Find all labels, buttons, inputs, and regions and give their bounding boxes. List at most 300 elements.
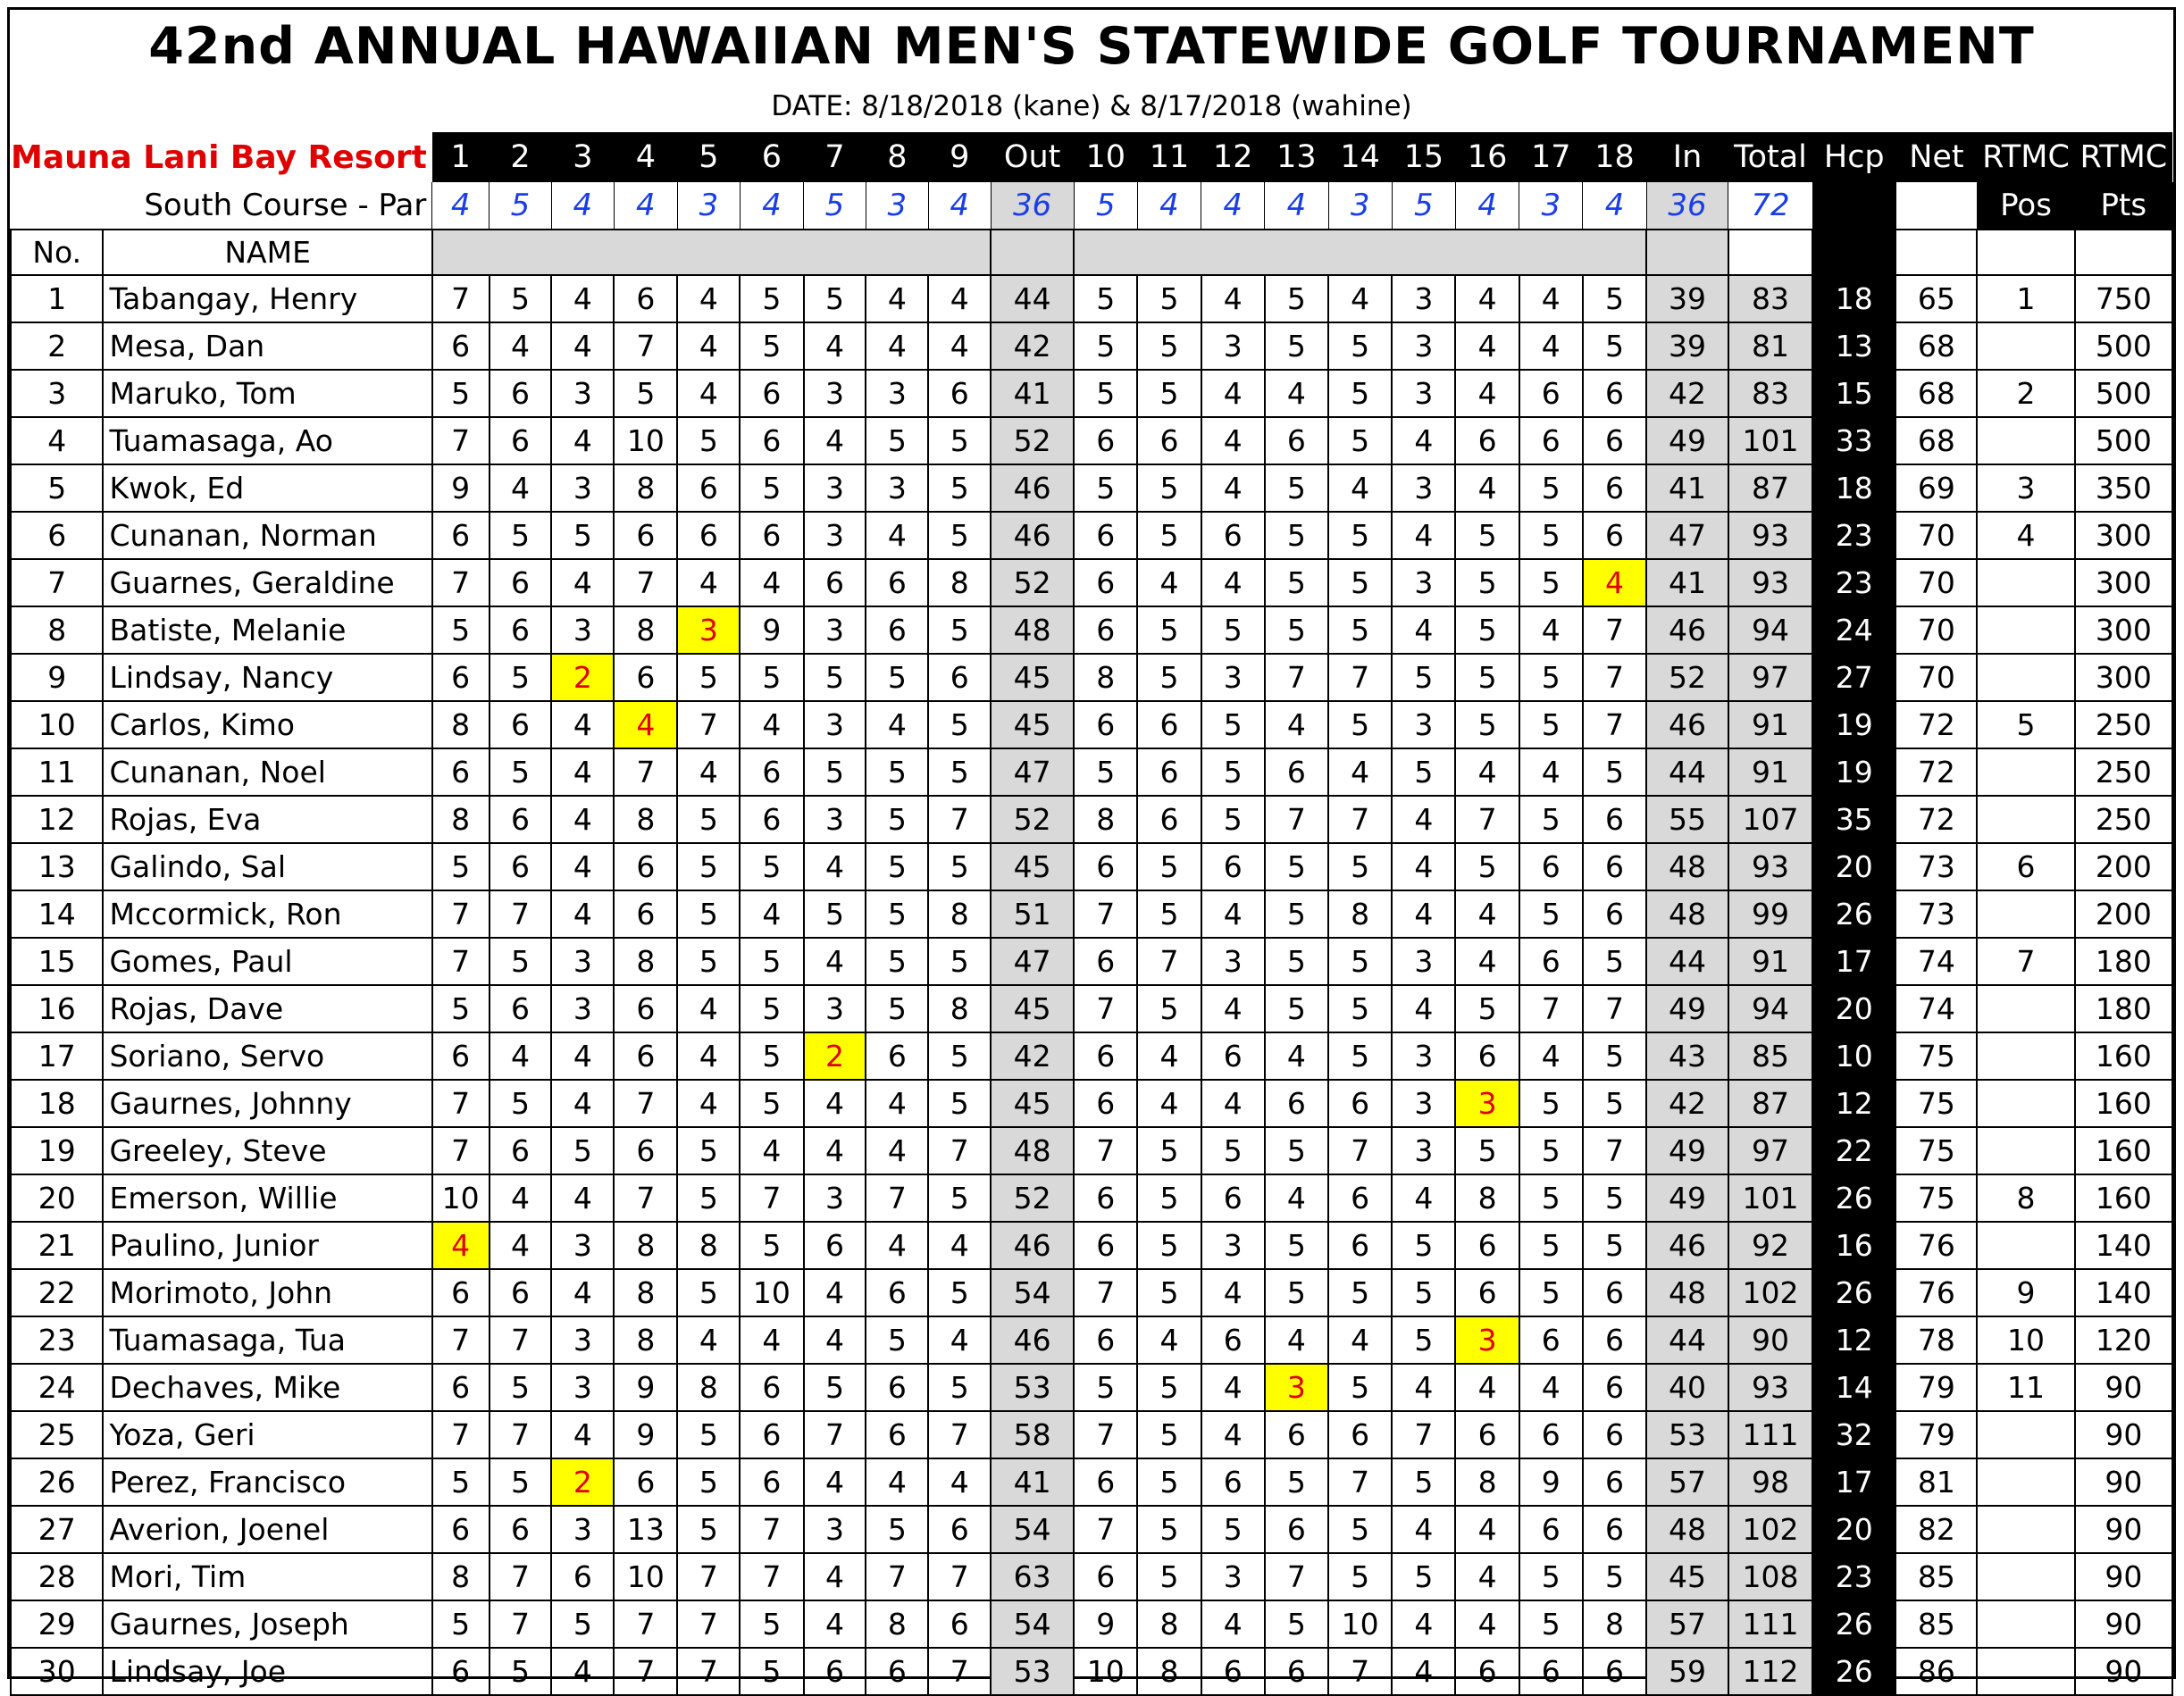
hole-score: 5 <box>677 890 740 938</box>
player-name: Gaurnes, Johnny <box>103 1080 431 1127</box>
hole-score: 5 <box>432 370 490 417</box>
rtmc-points: 140 <box>2075 1222 2172 1269</box>
net-score: 76 <box>1895 1222 1977 1269</box>
hole-score: 4 <box>1392 890 1455 938</box>
date-line: DATE: 8/18/2018 (kane) & 8/17/2018 (wahine) <box>771 90 1412 122</box>
par-value: 4 <box>1583 182 1646 230</box>
out-score: 42 <box>991 1032 1074 1080</box>
hole-score: 4 <box>1392 606 1455 654</box>
hole-score: 5 <box>677 1458 740 1506</box>
hole-score: 5 <box>866 654 928 701</box>
hole-score: 4 <box>866 701 928 748</box>
hole-score: 6 <box>1583 417 1646 464</box>
hole-score: 6 <box>1074 606 1137 654</box>
par-value: 4 <box>1201 182 1265 230</box>
hole-score: 6 <box>866 1648 928 1695</box>
hole-score: 6 <box>490 796 552 843</box>
out-score: 46 <box>991 512 1074 559</box>
hole-score: 5 <box>866 1506 928 1553</box>
hole-score: 4 <box>1201 1364 1265 1411</box>
handicap: 18 <box>1812 464 1895 512</box>
player-name: Kwok, Ed <box>103 464 431 512</box>
rtmc-pts-header-top: RTMC <box>2075 132 2172 182</box>
hole-score: 13 <box>614 1506 677 1553</box>
hole-score: 4 <box>804 1458 866 1506</box>
total-score: 87 <box>1728 1080 1812 1127</box>
hole-score: 5 <box>928 1080 991 1127</box>
table-row <box>11 370 2172 417</box>
table-row <box>11 1600 2172 1648</box>
hole-score: 4 <box>804 322 866 370</box>
total-score: 85 <box>1728 1032 1812 1080</box>
hole-score: 3 <box>551 985 614 1032</box>
rtmc-position: 1 <box>1977 275 2074 322</box>
hole-score: 5 <box>928 701 991 748</box>
total-score: 108 <box>1728 1553 1812 1600</box>
out-score: 63 <box>991 1553 1074 1600</box>
hcp-header-fill <box>1812 182 1895 230</box>
net-score: 72 <box>1895 796 1977 843</box>
hole-score: 5 <box>1328 985 1392 1032</box>
hole-score: 6 <box>1328 1222 1392 1269</box>
hole-score: 6 <box>1201 1316 1265 1364</box>
player-name: Gomes, Paul <box>103 938 431 985</box>
hole-score: 4 <box>866 1458 928 1506</box>
player-number: 18 <box>11 1080 103 1127</box>
player-number: 6 <box>11 512 103 559</box>
hole-score: 5 <box>1137 1364 1201 1411</box>
player-number: 22 <box>11 1269 103 1316</box>
rtmc-position <box>1977 654 2074 701</box>
hole-score: 4 <box>551 1411 614 1458</box>
hole-score: 6 <box>614 843 677 890</box>
hole-score: 6 <box>740 796 803 843</box>
net-score: 74 <box>1895 938 1977 985</box>
rtmc-position <box>1977 890 2074 938</box>
hole-number-row <box>11 132 2172 182</box>
player-number: 30 <box>11 1648 103 1695</box>
hole-score: 7 <box>432 890 490 938</box>
hole-score: 3 <box>804 985 866 1032</box>
hole-header: 13 <box>1265 132 1328 182</box>
player-name: Averion, Joenel <box>103 1506 431 1553</box>
table-row <box>11 464 2172 512</box>
hole-score: 8 <box>432 1553 490 1600</box>
hole-score: 3 <box>551 1506 614 1553</box>
hole-score: 5 <box>1328 512 1392 559</box>
hole-score: 7 <box>1328 796 1392 843</box>
net-score: 69 <box>1895 464 1977 512</box>
rtmc-position: 5 <box>1977 701 2074 748</box>
hole-score: 6 <box>1265 1411 1328 1458</box>
hole-score: 5 <box>1328 1269 1392 1316</box>
out-score: 54 <box>991 1600 1074 1648</box>
par-value: 4 <box>432 182 490 230</box>
hole-score: 5 <box>928 1269 991 1316</box>
hole-score: 6 <box>1455 1222 1519 1269</box>
player-name: Emerson, Willie <box>103 1174 431 1222</box>
hole-score: 5 <box>1201 606 1265 654</box>
hole-score: 4 <box>551 275 614 322</box>
hole-score: 5 <box>490 654 552 701</box>
hole-score: 9 <box>614 1364 677 1411</box>
hole-score: 7 <box>866 1553 928 1600</box>
par-value: 4 <box>614 182 677 230</box>
rtmc-position <box>1977 1506 2074 1553</box>
hole-score: 6 <box>1137 796 1201 843</box>
hole-score: 5 <box>1583 1032 1646 1080</box>
hole-score: 4 <box>740 559 803 606</box>
handicap: 32 <box>1812 1411 1895 1458</box>
hole-score: 2 <box>551 1458 614 1506</box>
hole-score: 7 <box>432 1127 490 1174</box>
hole-score: 5 <box>1265 464 1328 512</box>
hole-header: 6 <box>740 132 803 182</box>
hole-score: 5 <box>432 1600 490 1648</box>
out-score: 47 <box>991 938 1074 985</box>
par-value: 4 <box>551 182 614 230</box>
hole-score: 4 <box>1265 701 1328 748</box>
table-row <box>11 938 2172 985</box>
hole-score: 7 <box>1074 1411 1137 1458</box>
in-score: 44 <box>1646 748 1728 796</box>
player-number: 8 <box>11 606 103 654</box>
hole-score: 5 <box>614 370 677 417</box>
hole-score: 5 <box>1074 370 1137 417</box>
total-score: 93 <box>1728 1364 1812 1411</box>
hole-score: 6 <box>1201 512 1265 559</box>
rtmc-points: 90 <box>2075 1648 2172 1695</box>
hole-score: 4 <box>804 1269 866 1316</box>
hole-score: 4 <box>1455 322 1519 370</box>
hole-score: 6 <box>928 1600 991 1648</box>
hole-score: 3 <box>551 1364 614 1411</box>
hole-score: 5 <box>1137 512 1201 559</box>
hole-score: 6 <box>1455 1411 1519 1458</box>
player-number: 28 <box>11 1553 103 1600</box>
hole-score: 6 <box>677 512 740 559</box>
net-score: 75 <box>1895 1032 1977 1080</box>
hole-score: 5 <box>432 843 490 890</box>
player-number: 5 <box>11 464 103 512</box>
out-score: 46 <box>991 1316 1074 1364</box>
hole-score: 4 <box>551 796 614 843</box>
table-row <box>11 417 2172 464</box>
hole-score: 5 <box>1137 606 1201 654</box>
in-score: 52 <box>1646 654 1728 701</box>
rtmc-position: 3 <box>1977 464 2074 512</box>
hole-score: 5 <box>677 938 740 985</box>
hole-score: 6 <box>1455 1032 1519 1080</box>
hole-score: 4 <box>1455 464 1519 512</box>
hole-score: 7 <box>1328 1458 1392 1506</box>
hole-score: 4 <box>614 701 677 748</box>
player-name: Paulino, Junior <box>103 1222 431 1269</box>
pts-blank <box>2075 230 2172 275</box>
hole-score: 5 <box>1328 322 1392 370</box>
rtmc-position <box>1977 985 2074 1032</box>
in-score: 47 <box>1646 512 1728 559</box>
hole-score: 6 <box>740 512 803 559</box>
total-score: 101 <box>1728 417 1812 464</box>
hole-score: 6 <box>928 1506 991 1553</box>
hole-score: 5 <box>1328 370 1392 417</box>
hole-score: 4 <box>1583 559 1646 606</box>
hole-score: 5 <box>1328 417 1392 464</box>
player-name: Galindo, Sal <box>103 843 431 890</box>
rtmc-points: 500 <box>2075 322 2172 370</box>
hole-score: 5 <box>1455 701 1519 748</box>
hole-score: 8 <box>614 606 677 654</box>
rtmc-position: 7 <box>1977 938 2074 985</box>
hole-score: 8 <box>1455 1458 1519 1506</box>
net-score: 78 <box>1895 1316 1977 1364</box>
hole-score: 4 <box>1328 748 1392 796</box>
hole-score: 8 <box>614 1222 677 1269</box>
hole-score: 7 <box>1583 1127 1646 1174</box>
handicap: 15 <box>1812 370 1895 417</box>
hole-score: 5 <box>740 322 803 370</box>
total-score: 102 <box>1728 1506 1812 1553</box>
hole-header: 7 <box>804 132 866 182</box>
hole-score: 4 <box>1455 748 1519 796</box>
hole-score: 6 <box>1328 1080 1392 1127</box>
player-name: Tabangay, Henry <box>103 275 431 322</box>
rtmc-position <box>1977 796 2074 843</box>
hole-score: 5 <box>928 464 991 512</box>
hole-score: 4 <box>1265 1174 1328 1222</box>
total-score: 111 <box>1728 1600 1812 1648</box>
hole-score: 5 <box>490 275 552 322</box>
hole-score: 6 <box>432 654 490 701</box>
hole-score: 4 <box>1392 1506 1455 1553</box>
handicap: 26 <box>1812 1269 1895 1316</box>
hole-score: 5 <box>551 512 614 559</box>
hole-score: 3 <box>804 606 866 654</box>
hole-score: 3 <box>1392 1127 1455 1174</box>
hole-score: 7 <box>928 1127 991 1174</box>
hole-score: 4 <box>740 1127 803 1174</box>
hole-score: 4 <box>677 559 740 606</box>
hole-header: 11 <box>1137 132 1201 182</box>
rtmc-points: 300 <box>2075 654 2172 701</box>
hole-score: 7 <box>740 1553 803 1600</box>
hole-score: 5 <box>928 843 991 890</box>
hole-score: 5 <box>1392 654 1455 701</box>
total-score: 83 <box>1728 275 1812 322</box>
hole-score: 5 <box>1137 890 1201 938</box>
net-score: 70 <box>1895 559 1977 606</box>
hole-header: 3 <box>551 132 614 182</box>
rtmc-points: 300 <box>2075 606 2172 654</box>
rtmc-position <box>1977 1411 2074 1458</box>
rtmc-position <box>1977 1080 2074 1127</box>
hole-score: 4 <box>1137 559 1201 606</box>
player-number: 2 <box>11 322 103 370</box>
rtmc-points: 90 <box>2075 1600 2172 1648</box>
player-name: Rojas, Eva <box>103 796 431 843</box>
name-header: NAME <box>103 230 431 275</box>
total-score: 83 <box>1728 370 1812 417</box>
hole-score: 6 <box>1583 1458 1646 1506</box>
out-score: 44 <box>991 275 1074 322</box>
out-score: 45 <box>991 701 1074 748</box>
rtmc-points: 120 <box>2075 1316 2172 1364</box>
hole-score: 5 <box>677 843 740 890</box>
hole-score: 5 <box>1519 1080 1583 1127</box>
hole-score: 5 <box>677 1506 740 1553</box>
hole-score: 6 <box>432 1648 490 1695</box>
total-score: 101 <box>1728 1174 1812 1222</box>
hole-score: 8 <box>614 1269 677 1316</box>
hole-score: 6 <box>432 1032 490 1080</box>
hole-score: 4 <box>1201 1600 1265 1648</box>
hole-score: 6 <box>490 606 552 654</box>
hole-score: 6 <box>804 1648 866 1695</box>
hole-score: 7 <box>1328 1127 1392 1174</box>
hole-score: 6 <box>1074 1316 1137 1364</box>
out-score: 54 <box>991 1269 1074 1316</box>
hole-score: 3 <box>866 370 928 417</box>
total-score: 94 <box>1728 606 1812 654</box>
hole-score: 7 <box>677 701 740 748</box>
hole-score: 5 <box>740 985 803 1032</box>
total-score: 93 <box>1728 843 1812 890</box>
out-score: 48 <box>991 606 1074 654</box>
player-name: Morimoto, John <box>103 1269 431 1316</box>
handicap: 35 <box>1812 796 1895 843</box>
hole-score: 3 <box>1201 1222 1265 1269</box>
hole-score: 3 <box>1265 1364 1328 1411</box>
table-row <box>11 606 2172 654</box>
hole-score: 6 <box>1583 843 1646 890</box>
hole-header: 18 <box>1583 132 1646 182</box>
hole-score: 5 <box>740 275 803 322</box>
hole-score: 6 <box>1455 1648 1519 1695</box>
player-number: 24 <box>11 1364 103 1411</box>
hole-score: 5 <box>1265 938 1328 985</box>
par-value: 5 <box>1074 182 1137 230</box>
in-score: 42 <box>1646 1080 1728 1127</box>
pos-blank <box>1977 230 2074 275</box>
hole-score: 3 <box>551 1222 614 1269</box>
hole-score: 4 <box>804 1600 866 1648</box>
rtmc-position <box>1977 606 2074 654</box>
total-score: 93 <box>1728 559 1812 606</box>
rtmc-points: 90 <box>2075 1553 2172 1600</box>
hole-score: 6 <box>432 1269 490 1316</box>
rtmc-position <box>1977 1553 2074 1600</box>
hole-score: 5 <box>490 748 552 796</box>
hole-score: 5 <box>677 796 740 843</box>
rtmc-position: 10 <box>1977 1316 2074 1364</box>
front-nine-shade <box>432 230 991 275</box>
hole-score: 6 <box>1074 1553 1137 1600</box>
hole-score: 8 <box>614 796 677 843</box>
hole-score: 4 <box>677 1316 740 1364</box>
hole-score: 5 <box>804 1364 866 1411</box>
hole-score: 6 <box>490 417 552 464</box>
hole-score: 5 <box>928 748 991 796</box>
hole-score: 5 <box>1328 1032 1392 1080</box>
hole-score: 10 <box>1074 1648 1137 1695</box>
hole-score: 5 <box>1137 1506 1201 1553</box>
handicap: 24 <box>1812 606 1895 654</box>
player-name: Maruko, Tom <box>103 370 431 417</box>
hole-score: 6 <box>432 512 490 559</box>
hole-score: 4 <box>551 843 614 890</box>
hole-score: 8 <box>614 938 677 985</box>
hole-score: 4 <box>1392 1174 1455 1222</box>
rtmc-position <box>1977 1648 2074 1695</box>
hole-score: 5 <box>1583 275 1646 322</box>
hole-score: 4 <box>1455 1506 1519 1553</box>
in-score: 46 <box>1646 606 1728 654</box>
hole-score: 8 <box>928 985 991 1032</box>
rtmc-points: 160 <box>2075 1032 2172 1080</box>
handicap: 17 <box>1812 1458 1895 1506</box>
rtmc-points: 500 <box>2075 370 2172 417</box>
hole-score: 5 <box>1583 938 1646 985</box>
table-row <box>11 1127 2172 1174</box>
rtmc-points: 250 <box>2075 748 2172 796</box>
total-score: 93 <box>1728 512 1812 559</box>
hole-score: 6 <box>1265 1080 1328 1127</box>
player-number: 3 <box>11 370 103 417</box>
hole-score: 5 <box>1265 1127 1328 1174</box>
player-number: 16 <box>11 985 103 1032</box>
hole-score: 5 <box>740 464 803 512</box>
hole-score: 3 <box>804 1506 866 1553</box>
table-row <box>11 701 2172 748</box>
hole-score: 6 <box>1583 370 1646 417</box>
hole-score: 4 <box>432 1222 490 1269</box>
hole-score: 6 <box>1519 370 1583 417</box>
hole-score: 4 <box>740 1316 803 1364</box>
hole-score: 5 <box>1265 559 1328 606</box>
hole-score: 7 <box>1074 1269 1137 1316</box>
hole-score: 6 <box>614 890 677 938</box>
out-score: 45 <box>991 1080 1074 1127</box>
hole-score: 7 <box>614 748 677 796</box>
hole-score: 6 <box>1583 890 1646 938</box>
hole-score: 2 <box>551 654 614 701</box>
hole-score: 3 <box>804 464 866 512</box>
in-score: 39 <box>1646 322 1728 370</box>
hole-score: 7 <box>1137 938 1201 985</box>
player-number: 15 <box>11 938 103 985</box>
hole-score: 4 <box>1201 559 1265 606</box>
player-name: Carlos, Kimo <box>103 701 431 748</box>
par-value: 4 <box>1455 182 1519 230</box>
handicap: 12 <box>1812 1316 1895 1364</box>
rtmc-points: 160 <box>2075 1174 2172 1222</box>
hole-score: 4 <box>1392 796 1455 843</box>
hole-score: 3 <box>551 1316 614 1364</box>
hole-score: 5 <box>490 1364 552 1411</box>
hole-score: 4 <box>866 1080 928 1127</box>
hcp-header: Hcp <box>1812 132 1895 182</box>
hole-score: 8 <box>928 559 991 606</box>
hole-score: 6 <box>740 370 803 417</box>
hole-score: 4 <box>1328 464 1392 512</box>
hole-score: 4 <box>1137 1080 1201 1127</box>
hole-score: 4 <box>928 1458 991 1506</box>
player-number: 9 <box>11 654 103 701</box>
hole-score: 7 <box>928 1553 991 1600</box>
hole-score: 6 <box>1265 1648 1328 1695</box>
hole-score: 6 <box>1583 1269 1646 1316</box>
